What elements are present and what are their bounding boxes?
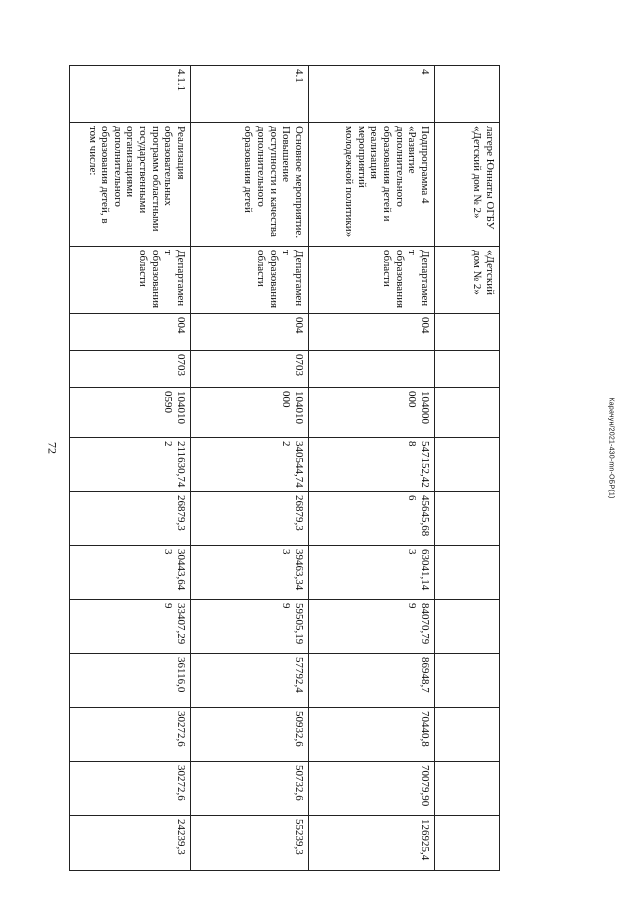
row-value-cell: 59505,19 9 [191,600,309,654]
row-grbs-cell: 004 [70,314,191,351]
row-name-cell: Реализация образовательных программ областными государственными организациями дополнительного образования детей, в том числе: [70,123,191,247]
row-value-cell [435,708,500,762]
row-executor-cell: Департамент образования области [191,247,309,314]
row-number-cell: 4.1 [191,66,309,123]
row-value-cell: 30443,64 3 [70,546,191,600]
row-value-cell: 57792,4 [191,654,309,708]
row-rzpr-cell [435,351,500,388]
row-value-cell: 70079,90 [309,762,435,816]
row-value-cell: 45645,68 6 [309,492,435,546]
row-value-cell: 70440,8 [309,708,435,762]
row-value-cell: 30272,6 [70,708,191,762]
row-value-cell [435,762,500,816]
row-value-cell: 84070,79 9 [309,600,435,654]
table-row [309,66,435,871]
row-value-cell [435,816,500,871]
document-footer-code: Карачун/2021-430-mn-ОБР(1) [607,397,615,499]
rotated-table-container [70,65,500,861]
row-value-cell: 39463,34 3 [191,546,309,600]
row-value-cell: 26879,3 [70,492,191,546]
budget-table [69,65,500,871]
row-value-cell: 55239,3 [191,816,309,871]
row-number-cell [435,66,500,123]
row-rzpr-cell: 0703 [191,351,309,388]
row-grbs-cell: 004 [191,314,309,351]
row-value-cell: 547152,42 8 [309,438,435,492]
row-value-cell: 211630,74 2 [70,438,191,492]
row-name-cell: Подпрограмма 4 «Развитие дополнительного образования детей и реализация мероприятий молодежной политики» [309,123,435,247]
row-csr-cell: 104010 000 [191,388,309,438]
row-csr-cell: 104000 000 [309,388,435,438]
row-value-cell: 26879,3 [191,492,309,546]
row-value-cell: 24239,3 [70,816,191,871]
row-value-cell: 340544,74 2 [191,438,309,492]
row-csr-cell: 104010 0590 [70,388,191,438]
row-value-cell: 36116,0 [70,654,191,708]
row-value-cell [435,546,500,600]
row-name-cell: Основное мероприятие. Повышение доступности и качества дополнительного образования детей [191,123,309,247]
row-grbs-cell: 004 [309,314,435,351]
row-name-cell: лагере Юннаты ОГБУ «Детский дом № 2» [435,123,500,247]
row-csr-cell [435,388,500,438]
row-value-cell: 50932,6 [191,708,309,762]
row-grbs-cell [435,314,500,351]
page-number: 72 [45,442,60,454]
row-value-cell: 50732,6 [191,762,309,816]
table-row [435,66,500,871]
row-value-cell: 126925,4 [309,816,435,871]
row-value-cell: 33407,29 9 [70,600,191,654]
row-value-cell [435,492,500,546]
row-executor-cell: «Детский дом № 2» [435,247,500,314]
row-value-cell: 30272,6 [70,762,191,816]
row-rzpr-cell [309,351,435,388]
row-executor-cell: Департамент образования области [70,247,191,314]
row-value-cell [435,600,500,654]
table-row [70,66,191,871]
row-number-cell: 4 [309,66,435,123]
table-row [191,66,309,871]
row-executor-cell: Департамент образования области [309,247,435,314]
row-value-cell [435,438,500,492]
row-value-cell [435,654,500,708]
row-rzpr-cell: 0703 [70,351,191,388]
row-value-cell: 63041,14 3 [309,546,435,600]
row-value-cell: 86948,7 [309,654,435,708]
row-number-cell: 4.1.1 [70,66,191,123]
